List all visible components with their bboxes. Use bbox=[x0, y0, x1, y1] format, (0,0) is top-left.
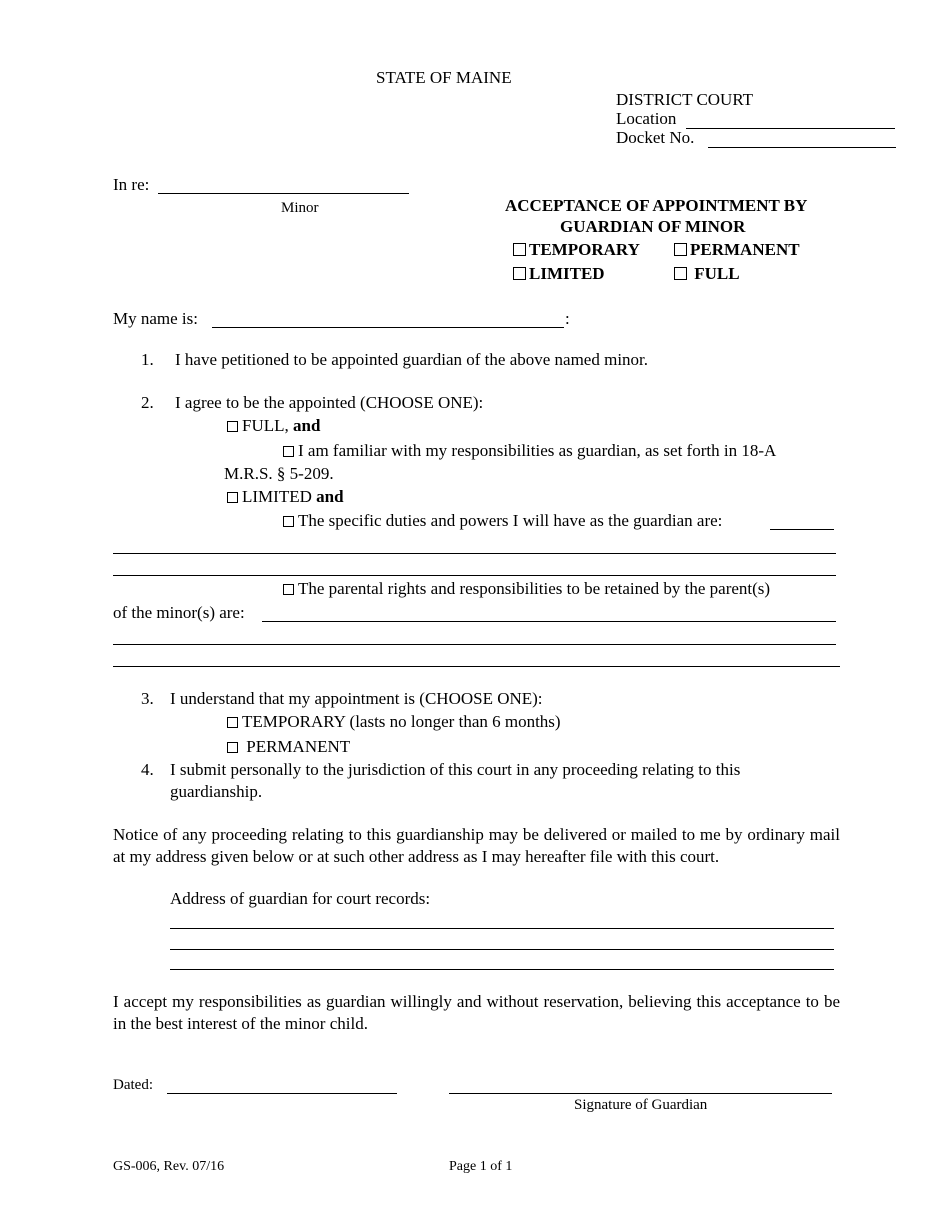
item2-text: I agree to be the appointed (CHOOSE ONE): bbox=[175, 393, 484, 412]
full-checkbox[interactable] bbox=[674, 267, 687, 280]
item2-limited-option[interactable]: LIMITED and bbox=[227, 487, 344, 507]
item4-line2: guardianship. bbox=[170, 782, 263, 801]
docket-field[interactable] bbox=[708, 147, 896, 148]
item3-temporary-checkbox[interactable] bbox=[227, 717, 238, 728]
item2-familiar-cont: M.R.S. § 5-209. bbox=[224, 464, 334, 483]
item3-permanent-option[interactable]: PERMANENT bbox=[227, 737, 350, 757]
form-title-line1: ACCEPTANCE OF APPOINTMENT BY bbox=[505, 196, 808, 215]
docket-label: Docket No. bbox=[616, 128, 695, 147]
page-number: Page 1 of 1 bbox=[449, 1159, 513, 1174]
item2-familiar-option[interactable]: I am familiar with my responsibilities as guardian, as set forth in 18-A bbox=[283, 441, 776, 461]
location-field[interactable] bbox=[686, 128, 895, 129]
permanent-checkbox[interactable] bbox=[674, 243, 687, 256]
address-line-2[interactable] bbox=[170, 949, 834, 950]
duties-line-1[interactable] bbox=[113, 553, 836, 554]
minor-caption: Minor bbox=[281, 200, 319, 216]
location-label: Location bbox=[616, 109, 677, 128]
item4-line1: I submit personally to the jurisdiction of this court in any proceeding relating to this bbox=[170, 760, 741, 779]
title-option-permanent[interactable]: PERMANENT bbox=[674, 240, 800, 260]
item2-number: 2. bbox=[141, 393, 154, 412]
item2-full-checkbox[interactable] bbox=[227, 421, 238, 432]
parental-line-2[interactable] bbox=[113, 666, 840, 667]
signature-caption: Signature of Guardian bbox=[574, 1097, 708, 1113]
item3-number: 3. bbox=[141, 689, 154, 708]
title-option-limited[interactable]: LIMITED bbox=[513, 264, 605, 284]
item2-familiar-checkbox[interactable] bbox=[283, 446, 294, 457]
item2-duties-checkbox[interactable] bbox=[283, 516, 294, 527]
in-re-label: In re: bbox=[113, 175, 150, 194]
duties-field-end[interactable] bbox=[770, 529, 834, 530]
dated-field[interactable] bbox=[167, 1093, 397, 1094]
item2-duties-option[interactable]: The specific duties and powers I will have as the guardian are: bbox=[283, 511, 722, 531]
name-label: My name is: bbox=[113, 309, 198, 328]
item3-permanent-checkbox[interactable] bbox=[227, 742, 238, 753]
item4-number: 4. bbox=[141, 760, 154, 779]
address-line-3[interactable] bbox=[170, 969, 834, 970]
state-heading: STATE OF MAINE bbox=[376, 68, 512, 87]
item2-parental-checkbox[interactable] bbox=[283, 584, 294, 595]
signature-field[interactable] bbox=[449, 1093, 832, 1094]
title-option-full[interactable]: FULL bbox=[674, 264, 740, 284]
acceptance-paragraph: I accept my responsibilities as guardian willingly and without reservation, believing this acceptance to be in the best interest of the minor child. bbox=[113, 992, 840, 1033]
duties-line-2[interactable] bbox=[113, 575, 836, 576]
name-field[interactable] bbox=[212, 327, 564, 328]
form-title-line2: GUARDIAN OF MINOR bbox=[560, 217, 746, 236]
title-option-temporary[interactable]: TEMPORARY bbox=[513, 240, 640, 260]
parental-line-1[interactable] bbox=[113, 644, 836, 645]
temporary-checkbox[interactable] bbox=[513, 243, 526, 256]
address-label: Address of guardian for court records: bbox=[170, 889, 431, 908]
item2-parental-option[interactable]: The parental rights and responsibilities to be retained by the parent(s) bbox=[283, 579, 770, 599]
in-re-field[interactable] bbox=[158, 193, 409, 194]
item1-number: 1. bbox=[141, 350, 154, 369]
limited-checkbox[interactable] bbox=[513, 267, 526, 280]
name-suffix: : bbox=[565, 309, 570, 328]
court-heading: DISTRICT COURT bbox=[616, 90, 754, 109]
item2-limited-checkbox[interactable] bbox=[227, 492, 238, 503]
item3-text: I understand that my appointment is (CHOOSE ONE): bbox=[170, 689, 543, 708]
item2-parental-cont: of the minor(s) are: bbox=[113, 603, 245, 622]
item2-full-option[interactable]: FULL, and bbox=[227, 416, 320, 436]
item3-temporary-option[interactable]: TEMPORARY (lasts no longer than 6 months) bbox=[227, 712, 561, 732]
address-line-1[interactable] bbox=[170, 928, 834, 929]
item1-text: I have petitioned to be appointed guardian of the above named minor. bbox=[175, 350, 649, 369]
dated-label: Dated: bbox=[113, 1077, 153, 1093]
form-id: GS-006, Rev. 07/16 bbox=[113, 1159, 225, 1174]
parental-field[interactable] bbox=[262, 621, 836, 622]
notice-paragraph: Notice of any proceeding relating to this guardianship may be delivered or mailed to me by ordinary mail at my address given below or at such other address as I may hereafter file with this court. bbox=[113, 825, 840, 866]
